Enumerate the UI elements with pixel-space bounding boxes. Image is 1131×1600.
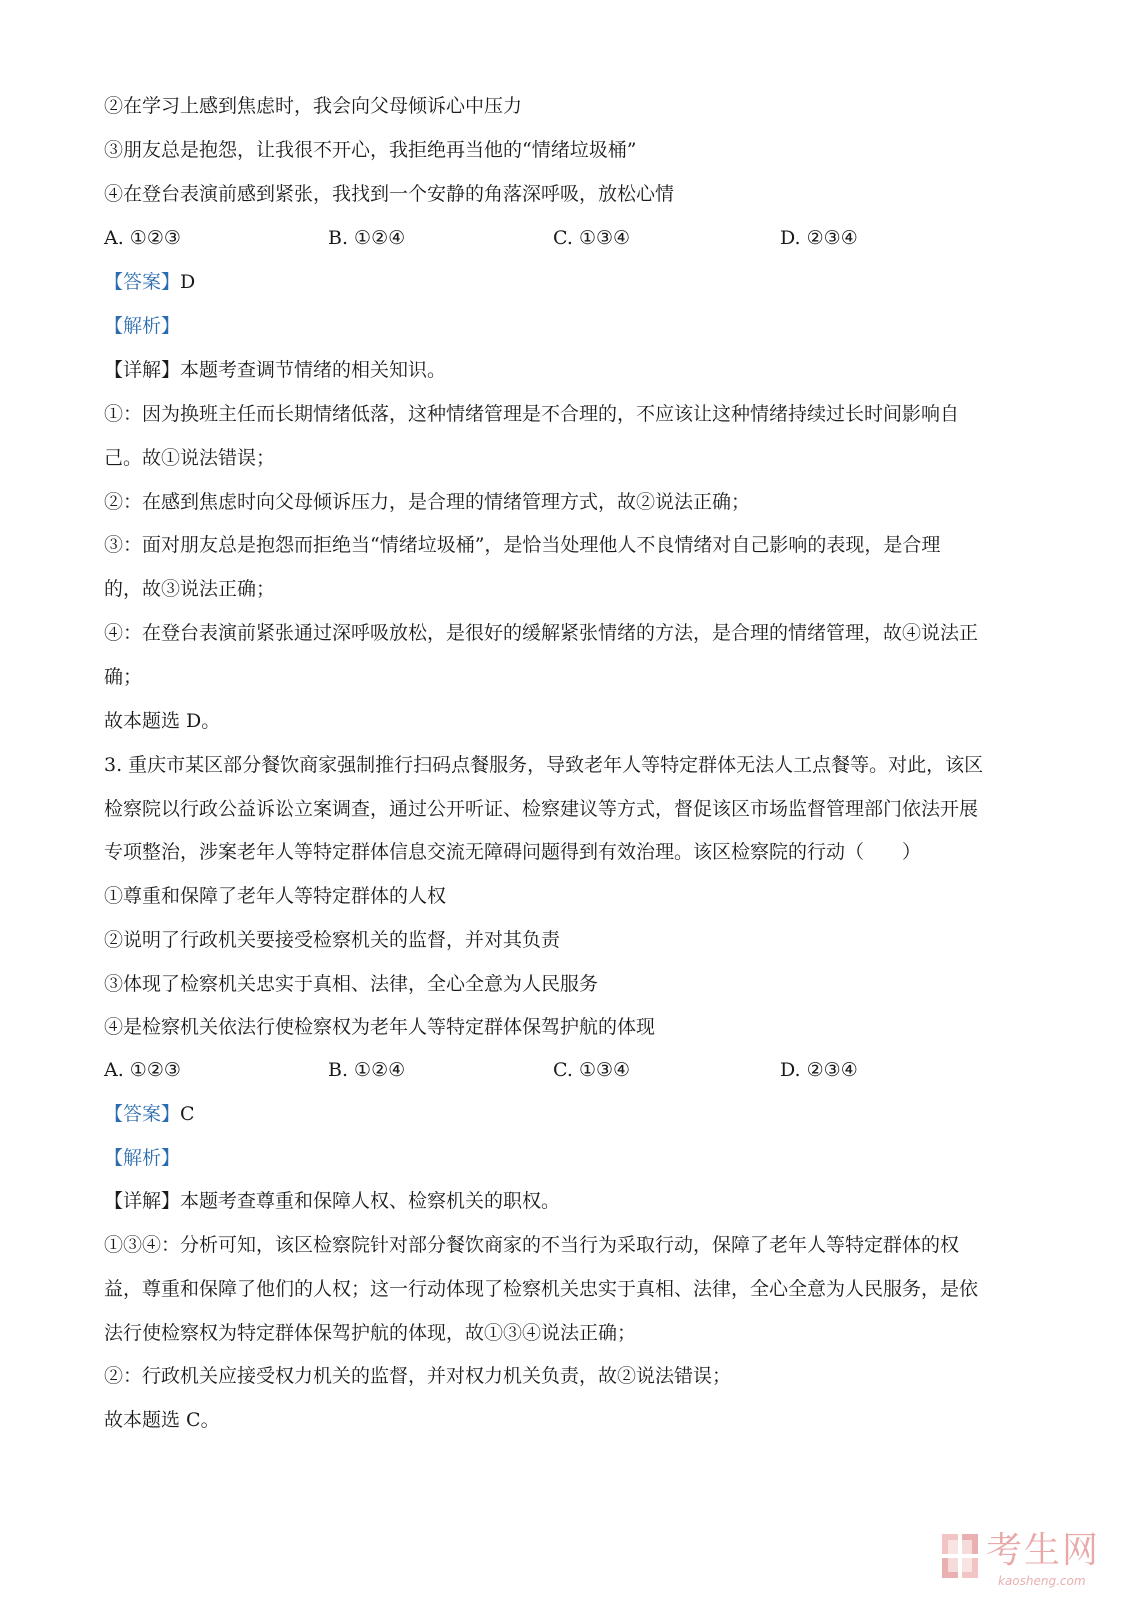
q2-detail-line: 己。故①说法错误； xyxy=(104,447,276,469)
q3-detail-line: ②：行政机关应接受权力机关的监督，并对权力机关负责，故②说法错误； xyxy=(104,1365,732,1387)
q2-option-c: C. ①③④ xyxy=(553,227,631,249)
q3-detail-line: 益，尊重和保障了他们的人权；这一行动体现了检察机关忠实于真相、法律，全心全意为人民服务，是依 xyxy=(104,1278,979,1300)
q2-item-4: ④在登台表演前感到紧张，我找到一个安静的角落深呼吸，放松心情 xyxy=(104,183,675,205)
q3-option-d: D. ②③④ xyxy=(780,1059,858,1081)
q3-stem-line: 专项整治，涉案老年人等特定群体信息交流无障碍问题得到有效治理。该区检察院的行动（ ） xyxy=(104,841,922,863)
kaosheng-logo-icon xyxy=(940,1532,980,1580)
q2-detail-line: ③：面对朋友总是抱怨而拒绝当“情绪垃圾桶”，是恰当处理他人不良情绪对自己影响的表现，是合理 xyxy=(104,534,941,556)
watermark-text: 考生网 xyxy=(986,1530,1101,1571)
q3-stem-line: 3. 重庆市某区部分餐饮商家强制推行扫码点餐服务，导致老年人等特定群体无法人工点餐等。对此，该区 xyxy=(104,754,984,776)
q2-option-d: D. ②③④ xyxy=(780,227,858,249)
q2-detail-intro xyxy=(104,358,446,382)
q3-analysis-label: 【解析】 xyxy=(104,1147,181,1169)
detail-label: 【详解】 xyxy=(104,1190,181,1212)
q2-detail-line: ①：因为换班主任而长期情绪低落，这种情绪管理是不合理的，不应该让这种情绪持续过长时间影响自 xyxy=(104,403,960,425)
q3-answer xyxy=(104,1102,195,1126)
q2-conclusion: 故本题选 D。 xyxy=(104,710,221,732)
q2-item-2: ②在学习上感到焦虑时，我会向父母倾诉心中压力 xyxy=(104,95,523,117)
q3-item-3: ③体现了检察机关忠实于真相、法律，全心全意为人民服务 xyxy=(104,973,599,995)
q2-detail-line: ②：在感到焦虑时向父母倾诉压力，是合理的情绪管理方式，故②说法正确； xyxy=(104,491,751,513)
q3-detail-line: 法行使检察权为特定群体保驾护航的体现，故①③④说法正确； xyxy=(104,1322,637,1344)
q3-item-1: ①尊重和保障了老年人等特定群体的人权 xyxy=(104,885,447,907)
answer-label: 【答案】 xyxy=(104,1103,181,1125)
q2-item-3: ③朋友总是抱怨，让我很不开心，我拒绝再当他的“情绪垃圾桶” xyxy=(104,139,637,161)
answer-value: D xyxy=(180,271,196,293)
answer-value: C xyxy=(180,1103,195,1125)
q3-option-b: B. ①②④ xyxy=(328,1059,406,1081)
answer-label: 【答案】 xyxy=(104,271,181,293)
q3-detail-line: ①③④：分析可知，该区检察院针对部分餐饮商家的不当行为采取行动，保障了老年人等特定群体的权 xyxy=(104,1234,960,1256)
q2-answer xyxy=(104,270,195,294)
q2-option-a: A. ①②③ xyxy=(104,227,181,249)
q2-detail-line: 的，故③说法正确； xyxy=(104,578,276,600)
detail-text: 本题考查调节情绪的相关知识。 xyxy=(180,359,447,381)
q2-detail-line: ④：在登台表演前紧张通过深呼吸放松，是很好的缓解紧张情绪的方法，是合理的情绪管理，故④说法正 xyxy=(104,622,979,644)
q2-option-b: B. ①②④ xyxy=(328,227,406,249)
watermark-logo xyxy=(940,1528,1100,1592)
detail-label: 【详解】 xyxy=(104,359,181,381)
q3-conclusion: 故本题选 C。 xyxy=(104,1409,220,1431)
q2-detail-line: 确； xyxy=(104,666,143,688)
watermark-sub: kaosheng.com xyxy=(998,1574,1086,1588)
q3-stem-line: 检察院以行政公益诉讼立案调查，通过公开听证、检察建议等方式，督促该区市场监督管理部门依法开展 xyxy=(104,798,979,820)
q3-option-a: A. ①②③ xyxy=(104,1059,181,1081)
q3-item-4: ④是检察机关依法行使检察权为老年人等特定群体保驾护航的体现 xyxy=(104,1016,656,1038)
q3-item-2: ②说明了行政机关要接受检察机关的监督，并对其负责 xyxy=(104,929,561,951)
q3-option-c: C. ①③④ xyxy=(553,1059,631,1081)
q3-detail-intro xyxy=(104,1189,560,1213)
q2-analysis-label: 【解析】 xyxy=(104,315,181,337)
detail-text: 本题考查尊重和保障人权、检察机关的职权。 xyxy=(180,1190,561,1212)
